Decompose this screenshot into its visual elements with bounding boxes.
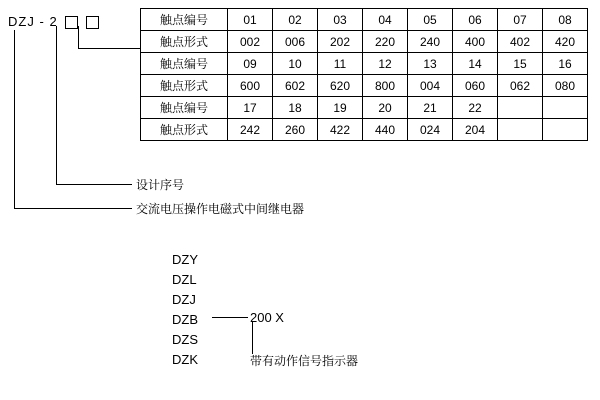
leader-line-boxes-vertical (78, 26, 79, 48)
table-row (141, 119, 588, 141)
table-cell (543, 97, 588, 119)
leader-line-design-horizontal (56, 184, 132, 185)
model-box-2 (86, 16, 99, 29)
table-row (141, 75, 588, 97)
table-cell: 06 (453, 9, 498, 31)
table-cell: 600 (228, 75, 273, 97)
leader-line-note-vertical (252, 322, 253, 354)
table-cell: 006 (273, 31, 318, 53)
series-item: DZB (172, 312, 198, 327)
table-cell: 05 (408, 9, 453, 31)
table-cell: 01 (228, 9, 273, 31)
series-item: DZJ (172, 292, 196, 307)
table-cell: 15 (498, 53, 543, 75)
table-cell: 800 (363, 75, 408, 97)
table-cell: 11 (318, 53, 363, 75)
table-cell (498, 119, 543, 141)
table-cell: 400 (453, 31, 498, 53)
series-suffix: 200 X (250, 310, 284, 325)
model-prefix: DZJ (8, 14, 35, 29)
table-cell: 202 (318, 31, 363, 53)
leader-line-relay-horizontal (14, 208, 132, 209)
series-item: DZY (172, 252, 198, 267)
table-cell: 002 (228, 31, 273, 53)
table-cell: 12 (363, 53, 408, 75)
table-cell: 062 (498, 75, 543, 97)
table-cell: 14 (453, 53, 498, 75)
table-cell: 220 (363, 31, 408, 53)
series-item: DZS (172, 332, 198, 347)
table-cell: 422 (318, 119, 363, 141)
row-header: 触点形式 (141, 75, 228, 97)
table-cell: 02 (273, 9, 318, 31)
table-cell: 21 (408, 97, 453, 119)
model-series-number: 2 (49, 14, 58, 29)
table-row (141, 31, 588, 53)
table-cell: 024 (408, 119, 453, 141)
leader-line-relay-vertical (14, 30, 15, 208)
table-row (141, 53, 588, 75)
table-cell: 10 (273, 53, 318, 75)
row-header: 触点形式 (141, 31, 228, 53)
table-cell: 16 (543, 53, 588, 75)
leader-line-series-suffix (212, 317, 248, 318)
table-cell: 19 (318, 97, 363, 119)
table-cell: 17 (228, 97, 273, 119)
table-row (141, 9, 588, 31)
table-cell: 402 (498, 31, 543, 53)
row-header: 触点编号 (141, 53, 228, 75)
table-cell: 080 (543, 75, 588, 97)
model-dash: - (39, 14, 45, 29)
table-cell: 060 (453, 75, 498, 97)
model-box-1 (65, 16, 78, 29)
table-cell: 13 (408, 53, 453, 75)
table-cell: 602 (273, 75, 318, 97)
table-cell: 204 (453, 119, 498, 141)
row-header: 触点形式 (141, 119, 228, 141)
table-cell: 004 (408, 75, 453, 97)
table-cell: 440 (363, 119, 408, 141)
table-cell: 420 (543, 31, 588, 53)
contact-spec-table (140, 8, 588, 141)
table-cell: 09 (228, 53, 273, 75)
table-cell: 260 (273, 119, 318, 141)
table-cell: 620 (318, 75, 363, 97)
table-cell: 03 (318, 9, 363, 31)
series-note: 带有动作信号指示器 (250, 354, 359, 368)
series-list (172, 250, 198, 370)
series-item: DZL (172, 272, 197, 287)
leader-line-design-vertical (56, 26, 57, 184)
table-cell (543, 119, 588, 141)
callout-design-number: 设计序号 (136, 178, 185, 192)
table-row (141, 97, 588, 119)
table-cell: 22 (453, 97, 498, 119)
series-item: DZK (172, 352, 198, 367)
table-cell: 04 (363, 9, 408, 31)
row-header: 触点编号 (141, 97, 228, 119)
table-body (141, 9, 588, 141)
leader-line-boxes-horizontal (78, 48, 140, 49)
callout-relay-type: 交流电压操作电磁式中间继电器 (136, 202, 305, 216)
table-cell: 20 (363, 97, 408, 119)
row-header: 触点编号 (141, 9, 228, 31)
table-cell (498, 97, 543, 119)
model-code (8, 14, 99, 29)
table-cell: 242 (228, 119, 273, 141)
table-cell: 18 (273, 97, 318, 119)
table-cell: 08 (543, 9, 588, 31)
table-cell: 07 (498, 9, 543, 31)
table-cell: 240 (408, 31, 453, 53)
